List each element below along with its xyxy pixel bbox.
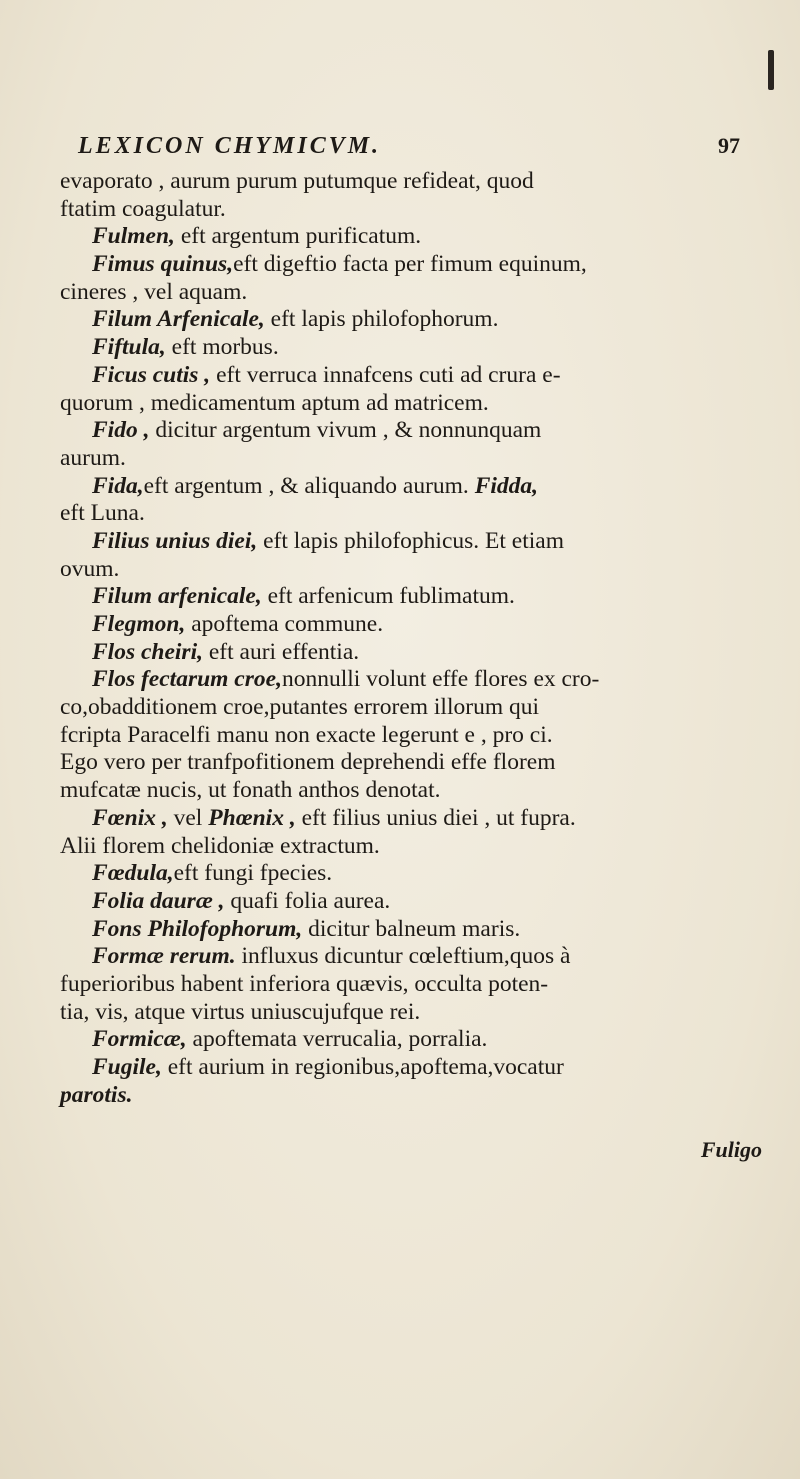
entry-text: co,obadditionem croe,putantes errorem illorum qui [60, 694, 539, 721]
text-line [60, 251, 750, 279]
page-number: 97 [718, 133, 740, 158]
entry-term: Formæ rerum. [92, 943, 236, 970]
text-line [60, 334, 750, 362]
text-line [60, 943, 750, 971]
entry-term: Filum Arfenicale, [92, 306, 265, 333]
margin-mark [768, 50, 774, 90]
text-line [60, 860, 750, 888]
text-line [60, 833, 750, 861]
text-line [60, 666, 750, 694]
text-line [60, 749, 750, 777]
entry-text: Alii florem chelidoniæ extractum. [60, 832, 380, 859]
entry-term: Fœdula, [92, 860, 174, 887]
entry-term: Folia dauræ , [92, 887, 225, 914]
entry-text: dicitur balneum maris. [302, 915, 521, 942]
entry-term: Fugile, [92, 1054, 162, 1080]
text-line [60, 583, 750, 611]
entry-text: apoftema commune. [185, 611, 384, 637]
catchword: Fuligo [700, 1137, 762, 1162]
entry-term: Phœnix , [208, 804, 296, 831]
text-line [60, 528, 750, 556]
entry-text: eft lapis philofophicus. Et etiam [257, 527, 564, 554]
entry-term: Fida, [92, 472, 144, 499]
entry-text: eft auri effentia. [202, 638, 360, 665]
entry-term: Formicæ, [92, 1026, 187, 1053]
text-line [60, 1054, 750, 1082]
entry-text: Ego vero per tranfpofitionem deprehendi effe florem [60, 749, 556, 776]
entry-term: Ficus cutis , [92, 361, 211, 388]
entry-text: eft argentum , & aliquando aurum. [143, 472, 475, 499]
entry-term: Fons Philofophorum, [92, 915, 303, 942]
text-line [60, 777, 750, 805]
text-line [60, 1026, 750, 1054]
entry-text: mufcatæ nucis, ut fonath anthos denotat. [60, 777, 441, 804]
entry-text: quorum , medicamentum aptum ad matricem. [60, 389, 489, 416]
header-title: LEXICON CHYMICVM. [78, 133, 382, 159]
entry-term: Fimus quinus, [92, 251, 234, 278]
entry-text: eft aurium in regionibus,apoftema,vocatur [161, 1054, 564, 1080]
text-line [60, 168, 750, 196]
entry-text: dicitur argentum vivum , & nonnunquam [149, 417, 542, 444]
text-line [60, 694, 750, 722]
entry-text: nonnulli volunt effe flores ex cro- [281, 666, 600, 693]
entry-term: Flos fectarum croe, [92, 666, 282, 693]
text-line [60, 390, 750, 418]
entry-text: apoftemata verrucalia, porralia. [186, 1026, 488, 1053]
text-line [60, 888, 750, 916]
text-line [60, 196, 750, 224]
entry-text: tia, vis, atque virtus uniuscujufque rei. [60, 998, 421, 1025]
entry-text: eft Luna. [60, 500, 145, 527]
text-line [60, 556, 750, 584]
entry-text: ftatim coagulatur. [60, 195, 226, 222]
entry-term: Flos cheiri, [92, 638, 203, 665]
entry-term: Flegmon, [92, 611, 186, 637]
text-line [60, 805, 750, 833]
entry-text: fcripta Paracelfi manu non exacte legerunt e , pro ci. [60, 721, 553, 748]
entry-term: Filius unius diei, [92, 527, 258, 554]
entry-text: eft fungi fpecies. [173, 860, 333, 887]
entry-term: Fido , [92, 417, 150, 444]
entry-term: parotis. [60, 1081, 133, 1108]
text-line [60, 223, 750, 251]
text-line [60, 417, 750, 445]
text-line [60, 999, 750, 1027]
text-line [60, 916, 750, 944]
entry-term: Fiftula, [92, 334, 166, 361]
text-line [60, 1082, 750, 1110]
entry-text: eft morbus. [165, 334, 279, 361]
entry-text: eft arfenicum fublimatum. [261, 583, 515, 610]
text-line [60, 722, 750, 750]
entry-text: influxus dicuntur cœleftium,quos à [235, 943, 571, 970]
text-line [60, 362, 750, 390]
entry-text: eft argentum purificatum. [174, 223, 422, 250]
entry-term: Fidda, [474, 472, 539, 499]
entry-text: eft digeftio facta per fimum equinum, [233, 251, 587, 278]
text-line [60, 639, 750, 667]
entry-text: fuperioribus habent inferiora quævis, occulta poten- [60, 970, 549, 997]
entry-term: Filum arfenicale, [92, 583, 262, 610]
entry-text: eft verruca innafcens cuti ad crura e- [210, 361, 561, 388]
running-header [70, 133, 740, 169]
entry-term: Fulmen, [92, 223, 175, 250]
text-line [60, 500, 750, 528]
lexicon-text [60, 168, 750, 1109]
text-line [60, 279, 750, 307]
entry-text: eft lapis philofophorum. [264, 306, 499, 333]
entry-text: cineres , vel aquam. [60, 278, 248, 305]
entry-term: Fœnix , [92, 804, 168, 831]
text-line [60, 306, 750, 334]
entry-text: ovum. [60, 555, 120, 582]
text-line [60, 445, 750, 473]
entry-text: vel [167, 804, 209, 831]
text-line [60, 473, 750, 501]
entry-text: evaporato , aurum purum putumque refideat, quod [60, 168, 534, 194]
text-line [60, 611, 750, 639]
text-line [60, 971, 750, 999]
entry-text: quafi folia aurea. [224, 887, 391, 914]
entry-text: eft filius unius diei , ut fupra. [295, 804, 576, 831]
entry-text: aurum. [60, 444, 126, 471]
